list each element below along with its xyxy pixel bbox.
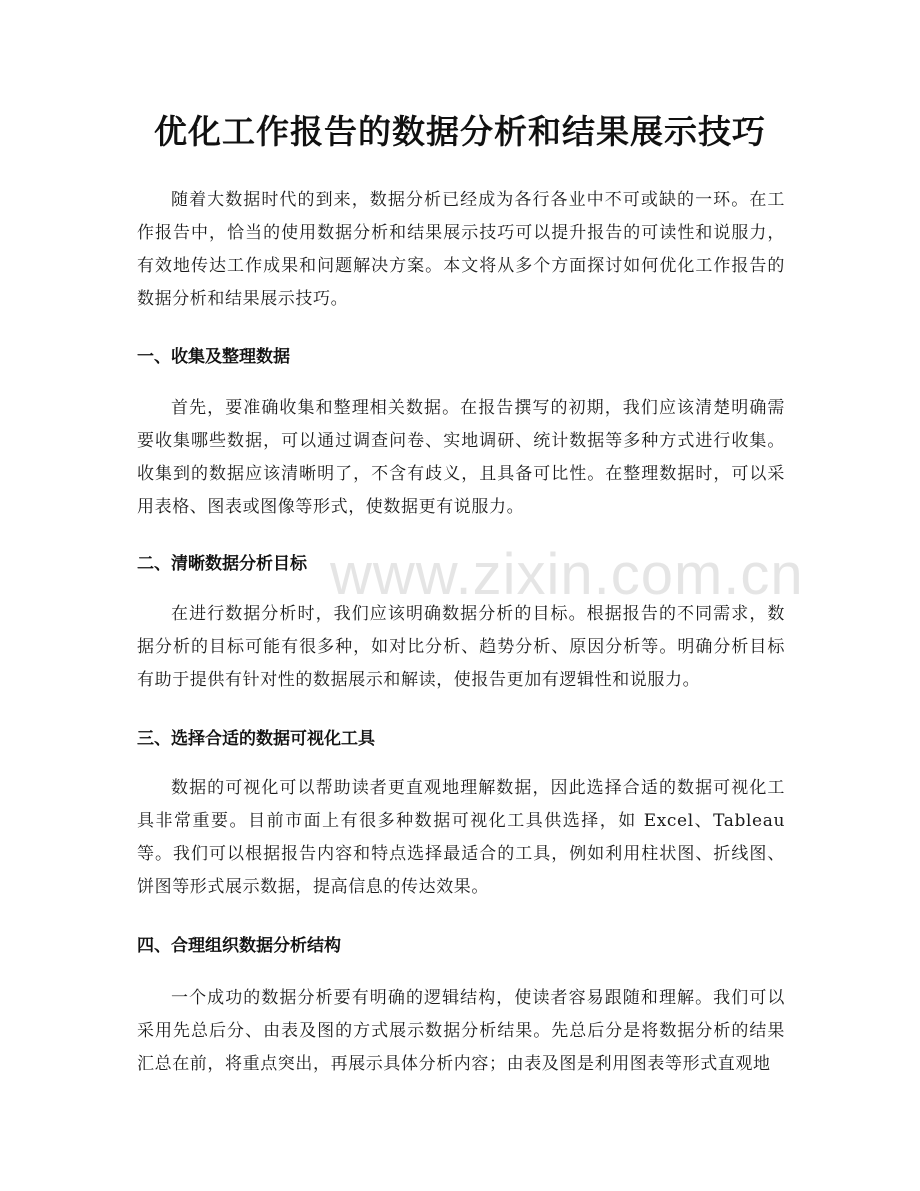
section-heading-1: 一、收集及整理数据: [137, 347, 290, 367]
section-body-2: 在进行数据分析时，我们应该明确数据分析的目标。根据报告的不同需求，数据分析的目标可能有很多种，如对比分析、趋势分析、原因分析等。明确分析目标有助于提供有针对性的数据展示和解读，使报告更加有逻辑性和说服力。: [137, 604, 785, 690]
section-heading-4: 四、合理组织数据分析结构: [137, 936, 341, 956]
section-body-4: 一个成功的数据分析要有明确的逻辑结构，使读者容易跟随和理解。我们可以采用先总后分、由表及图的方式展示数据分析结果。先总后分是将数据分析的结果汇总在前，将重点突出，再展示具体分析内容；由表及图是利用图表等形式直观地: [137, 988, 785, 1074]
section-heading-2: 二、清晰数据分析目标: [137, 554, 307, 574]
watermark: www.zixin.com.cn: [330, 542, 804, 607]
section-heading-3: 三、选择合适的数据可视化工具: [137, 729, 375, 749]
section-body-3: 数据的可视化可以帮助读者更直观地理解数据，因此选择合适的数据可视化工具非常重要。目前市面上有很多种数据可视化工具供选择，如 Excel、Tableau 等。我们可以根据报告内容和特点选择最适合的工具，例如利用柱状图、折线图、饼图等形式展示数据，提高信息的传达效果。: [137, 778, 785, 897]
section-body-1: 首先，要准确收集和整理相关数据。在报告撰写的初期，我们应该清楚明确需要收集哪些数据，可以通过调查问卷、实地调研、统计数据等多种方式进行收集。收集到的数据应该清晰明了，不含有歧义，且具备可比性。在整理数据时，可以采用表格、图表或图像等形式，使数据更有说服力。: [137, 398, 785, 517]
document-title: 优化工作报告的数据分析和结果展示技巧: [154, 112, 766, 151]
intro-paragraph: 随着大数据时代的到来，数据分析已经成为各行各业中不可或缺的一环。在工作报告中，恰当的使用数据分析和结果展示技巧可以提升报告的可读性和说服力，有效地传达工作成果和问题解决方案。本文将从多个方面探讨如何优化工作报告的数据分析和结果展示技巧。: [137, 190, 785, 309]
